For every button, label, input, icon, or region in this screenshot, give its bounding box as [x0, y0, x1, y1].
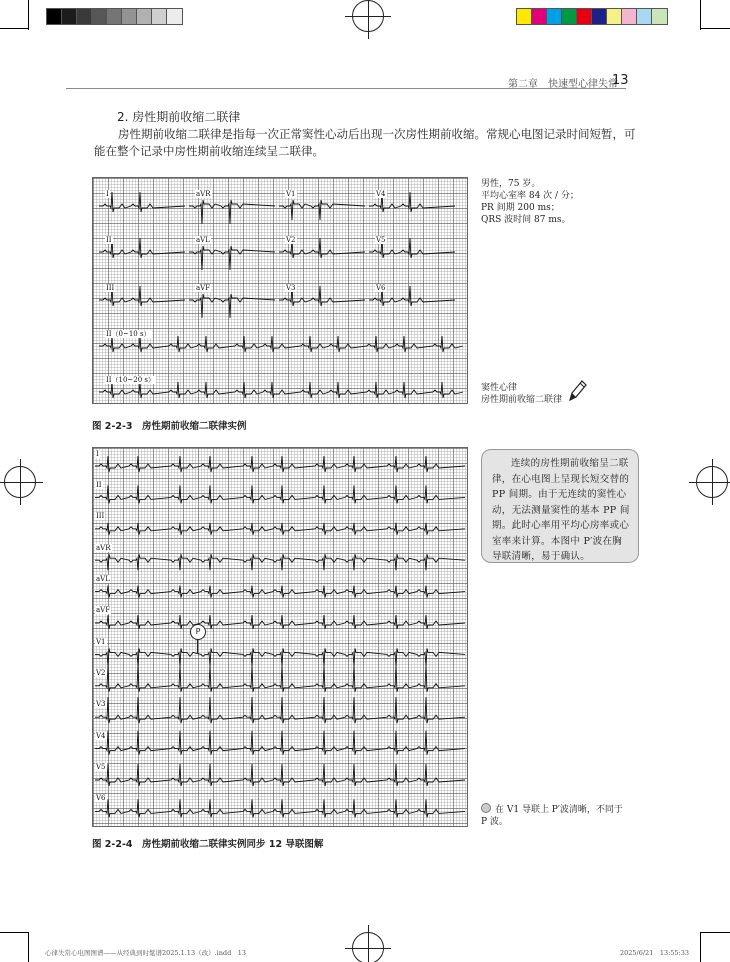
ecg-traces — [93, 448, 467, 826]
p-wave-marker: P — [190, 624, 206, 640]
ecg-trace — [279, 200, 365, 220]
lead-label: V4 — [96, 732, 106, 740]
lead-label: V5 — [376, 236, 386, 244]
page-number: 13 — [612, 73, 629, 88]
bullet-text: 在 V1 导联上 P′波清晰，不同于 P 波。 — [481, 805, 623, 827]
ecg-trace — [95, 648, 465, 666]
ecg-trace — [189, 246, 275, 270]
ecg-trace — [95, 523, 465, 535]
pencil-icon — [566, 378, 588, 404]
section-paragraph: 房性期前收缩二联律是指每一次正常窦性心动后出现一次房性期前收缩。常规心电图记录时间短暂，可能在整个记录中房性期前收缩连续呈二联律。 — [94, 127, 636, 158]
bullet-icon — [481, 803, 491, 813]
registration-mark — [696, 466, 728, 498]
crop-mark — [0, 28, 28, 29]
p-wave-pointer — [197, 640, 198, 654]
explanation-text: 连续的房性期前收缩呈二联律，在心电图上呈现长短交替的 PP 间期。由于无连续的窦性心动，无法测量窦性的基本 PP 间期。此时心率用平均心房率或心室率来计算。本图中 P′波在胸导联清晰，易于确认。 — [492, 458, 630, 562]
section-title: 2. 房性期前收缩二联律 — [117, 110, 241, 124]
note-line: QRS 波时间 87 ms。 — [481, 215, 571, 225]
footer-file: 心律失常心电图图谱——从经典到时髦谱2025.1.13（改）.indd 13 — [45, 949, 247, 957]
figure1-caption: 图 2-2-3 房性期前收缩二联律实例 — [92, 421, 247, 432]
lead-label: II（10~20 s） — [106, 376, 156, 384]
figure2-caption: 图 2-2-4 房性期前收缩二联律实例同步 12 导联图解 — [92, 839, 324, 850]
lead-label: aVR — [96, 544, 111, 552]
ecg-trace — [189, 294, 275, 318]
ecg-trace — [99, 336, 463, 352]
diagnosis-line: 窦性心律 — [481, 383, 518, 393]
lead-label: aVL — [96, 575, 110, 583]
lead-label: V3 — [96, 700, 106, 708]
lead-label: II（0~10 s） — [106, 330, 151, 338]
ecg-trace — [95, 666, 465, 692]
lead-label: V2 — [96, 669, 106, 677]
crop-mark — [701, 28, 730, 29]
registration-mark — [4, 466, 36, 498]
ecg-trace — [95, 586, 465, 598]
gray-swatch — [166, 8, 183, 25]
ecg-12-lead-figure — [92, 177, 468, 404]
crop-mark — [28, 0, 29, 30]
note-line: 平均心室率 84 次 / 分； — [481, 191, 579, 201]
explanation-box — [481, 449, 639, 563]
lead-label: V2 — [286, 236, 296, 244]
registration-mark — [352, 932, 384, 962]
bullet-note — [481, 803, 631, 828]
note-line: 男性，75 岁。 — [481, 179, 541, 189]
lead-label: V5 — [96, 763, 106, 771]
crop-mark — [700, 0, 701, 30]
lead-label: III — [96, 512, 105, 520]
lead-label: aVL — [196, 236, 210, 244]
crop-mark — [28, 932, 29, 962]
lead-label: aVR — [196, 190, 211, 198]
ecg-trace — [99, 382, 463, 398]
lead-label: aVF — [196, 284, 211, 292]
lead-label: V4 — [376, 190, 386, 198]
color-swatch — [651, 8, 668, 25]
footer-timestamp: 2025/6/21 13:55:33 — [620, 949, 690, 957]
ecg-trace — [95, 615, 465, 629]
ecg-trace — [95, 731, 465, 755]
ecg-trace — [95, 456, 465, 472]
chapter-header: 第二章 快速型心律失常 — [508, 79, 618, 90]
lead-label: V1 — [96, 638, 106, 646]
lead-label: V1 — [286, 190, 296, 198]
ecg-synchronous-12-lead-figure — [92, 447, 468, 827]
ecg-traces — [93, 178, 467, 403]
ecg-trace — [95, 799, 465, 817]
lead-label: II — [96, 481, 102, 489]
lead-label: V6 — [376, 284, 386, 292]
crop-mark — [701, 932, 730, 933]
lead-label: V6 — [96, 794, 106, 802]
lead-label: III — [106, 284, 115, 292]
ecg-trace — [95, 485, 465, 503]
ecg-trace — [95, 697, 465, 723]
crop-mark — [0, 932, 28, 933]
lead-label: II — [106, 236, 112, 244]
ecg-trace — [189, 200, 275, 224]
ecg-trace — [95, 764, 465, 786]
crop-mark — [700, 932, 701, 962]
lead-label: I — [106, 190, 109, 198]
lead-label: V3 — [286, 284, 296, 292]
lead-label: I — [96, 450, 99, 458]
ecg-trace — [95, 554, 465, 570]
lead-label: aVF — [96, 606, 111, 614]
note-line: PR 间期 200 ms； — [481, 203, 560, 213]
diagnosis-line: 房性期前收缩二联律 — [481, 395, 563, 405]
ecg-trace — [99, 192, 185, 212]
patient-notes — [481, 178, 591, 226]
registration-mark — [352, 0, 384, 32]
